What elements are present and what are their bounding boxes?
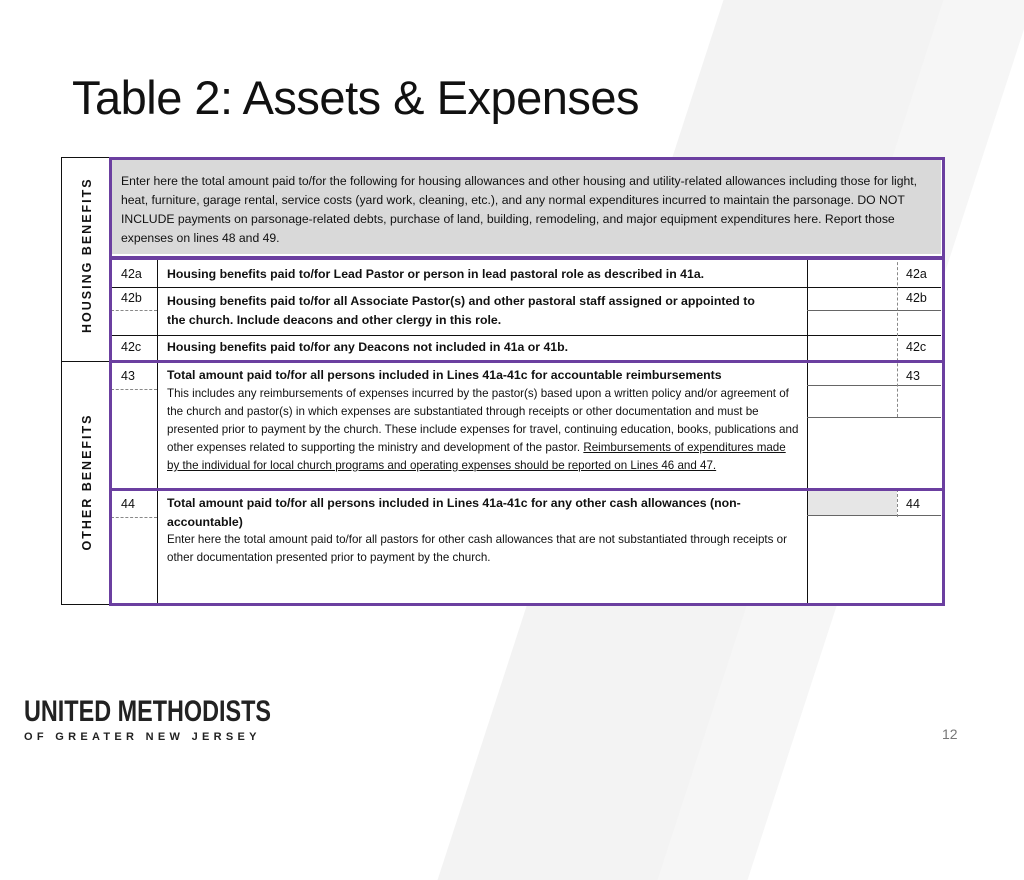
row-body: Enter here the total amount paid to/for all pastors for other cash allowances that are not substantiated through receipts or other documentation presented prior to payment by the church. [167,533,787,564]
line-number: 44 [121,497,135,511]
row-description: Housing benefits paid to/for all Associate Pastor(s) and other pastoral staff assigned or appointed to the church. Include deacons and other clergy in this role. [167,294,755,327]
line-number: 42b [906,291,927,305]
line-number: 43 [121,369,135,383]
row-title: Total amount paid to/for all persons included in Lines 41a-41c for any other cash allowances (non-accountable) [167,496,741,529]
highlight-housing [109,257,945,363]
form-border [61,157,62,605]
form-border [61,157,111,158]
line-number: 42a [906,267,927,281]
highlight-line-43 [109,360,945,491]
line-number: 42b [121,291,142,305]
form-table [61,157,945,605]
row-description: Housing benefits paid to/for Lead Pastor or person in lead pastoral role as described in 41a. [167,267,705,281]
line-number: 44 [906,497,920,511]
highlight-line-44 [109,488,945,606]
row-body-underlined: Reimbursements of expenditures made by the individual for local church programs and operating expenses should be reported on Lines 46 and 47. [167,441,786,472]
section-label-housing: HOUSING BENEFITS [80,177,94,333]
row-title: Total amount paid to/for all persons included in Lines 41a-41c for accountable reimbursements [167,368,722,382]
row-body-text: This includes any reimbursements of expenses incurred by the pastor(s) based upon a written policy and/or agreement of the church and pastor(s) in which expenses are substantiated through receipts or other documentation and must be presented prior to payment by the church. These include expenses for travel, continuing education, books, publications and other expenses related to supporting the ministry and development of the pastor. [167,387,799,454]
line-number: 42c [121,340,142,354]
line-number: 42a [121,267,142,281]
logo-title: UNITED METHODISTS [24,695,272,728]
section-label-other: OTHER BENEFITS [80,413,94,551]
row-description: Housing benefits paid to/for any Deacons not included in 41a or 41b. [167,340,569,354]
page-number: 12 [942,726,958,742]
section-divider [61,361,111,362]
slide-title: Table 2: Assets & Expenses [72,71,639,124]
instruction-text: Enter here the total amount paid to/for the following for housing allowances and other housing and utility-related allowances including those for light, heat, furniture, garage rental, service costs (yard work, cleaning, etc.), and any normal expenditures incurred to maintain the parsonage. DO NOT INCLUDE payments on parsonage-related debts, purchase of land, building, remodeling, and major equipment expenditures here. Report those expenses on lines 48 and 49. [121,174,918,245]
logo-subtitle: OF GREATER NEW JERSEY [24,731,261,743]
line-number: 42c [906,340,927,354]
form-border [61,604,111,605]
highlight-instructions [109,157,945,259]
line-number: 43 [906,369,920,383]
